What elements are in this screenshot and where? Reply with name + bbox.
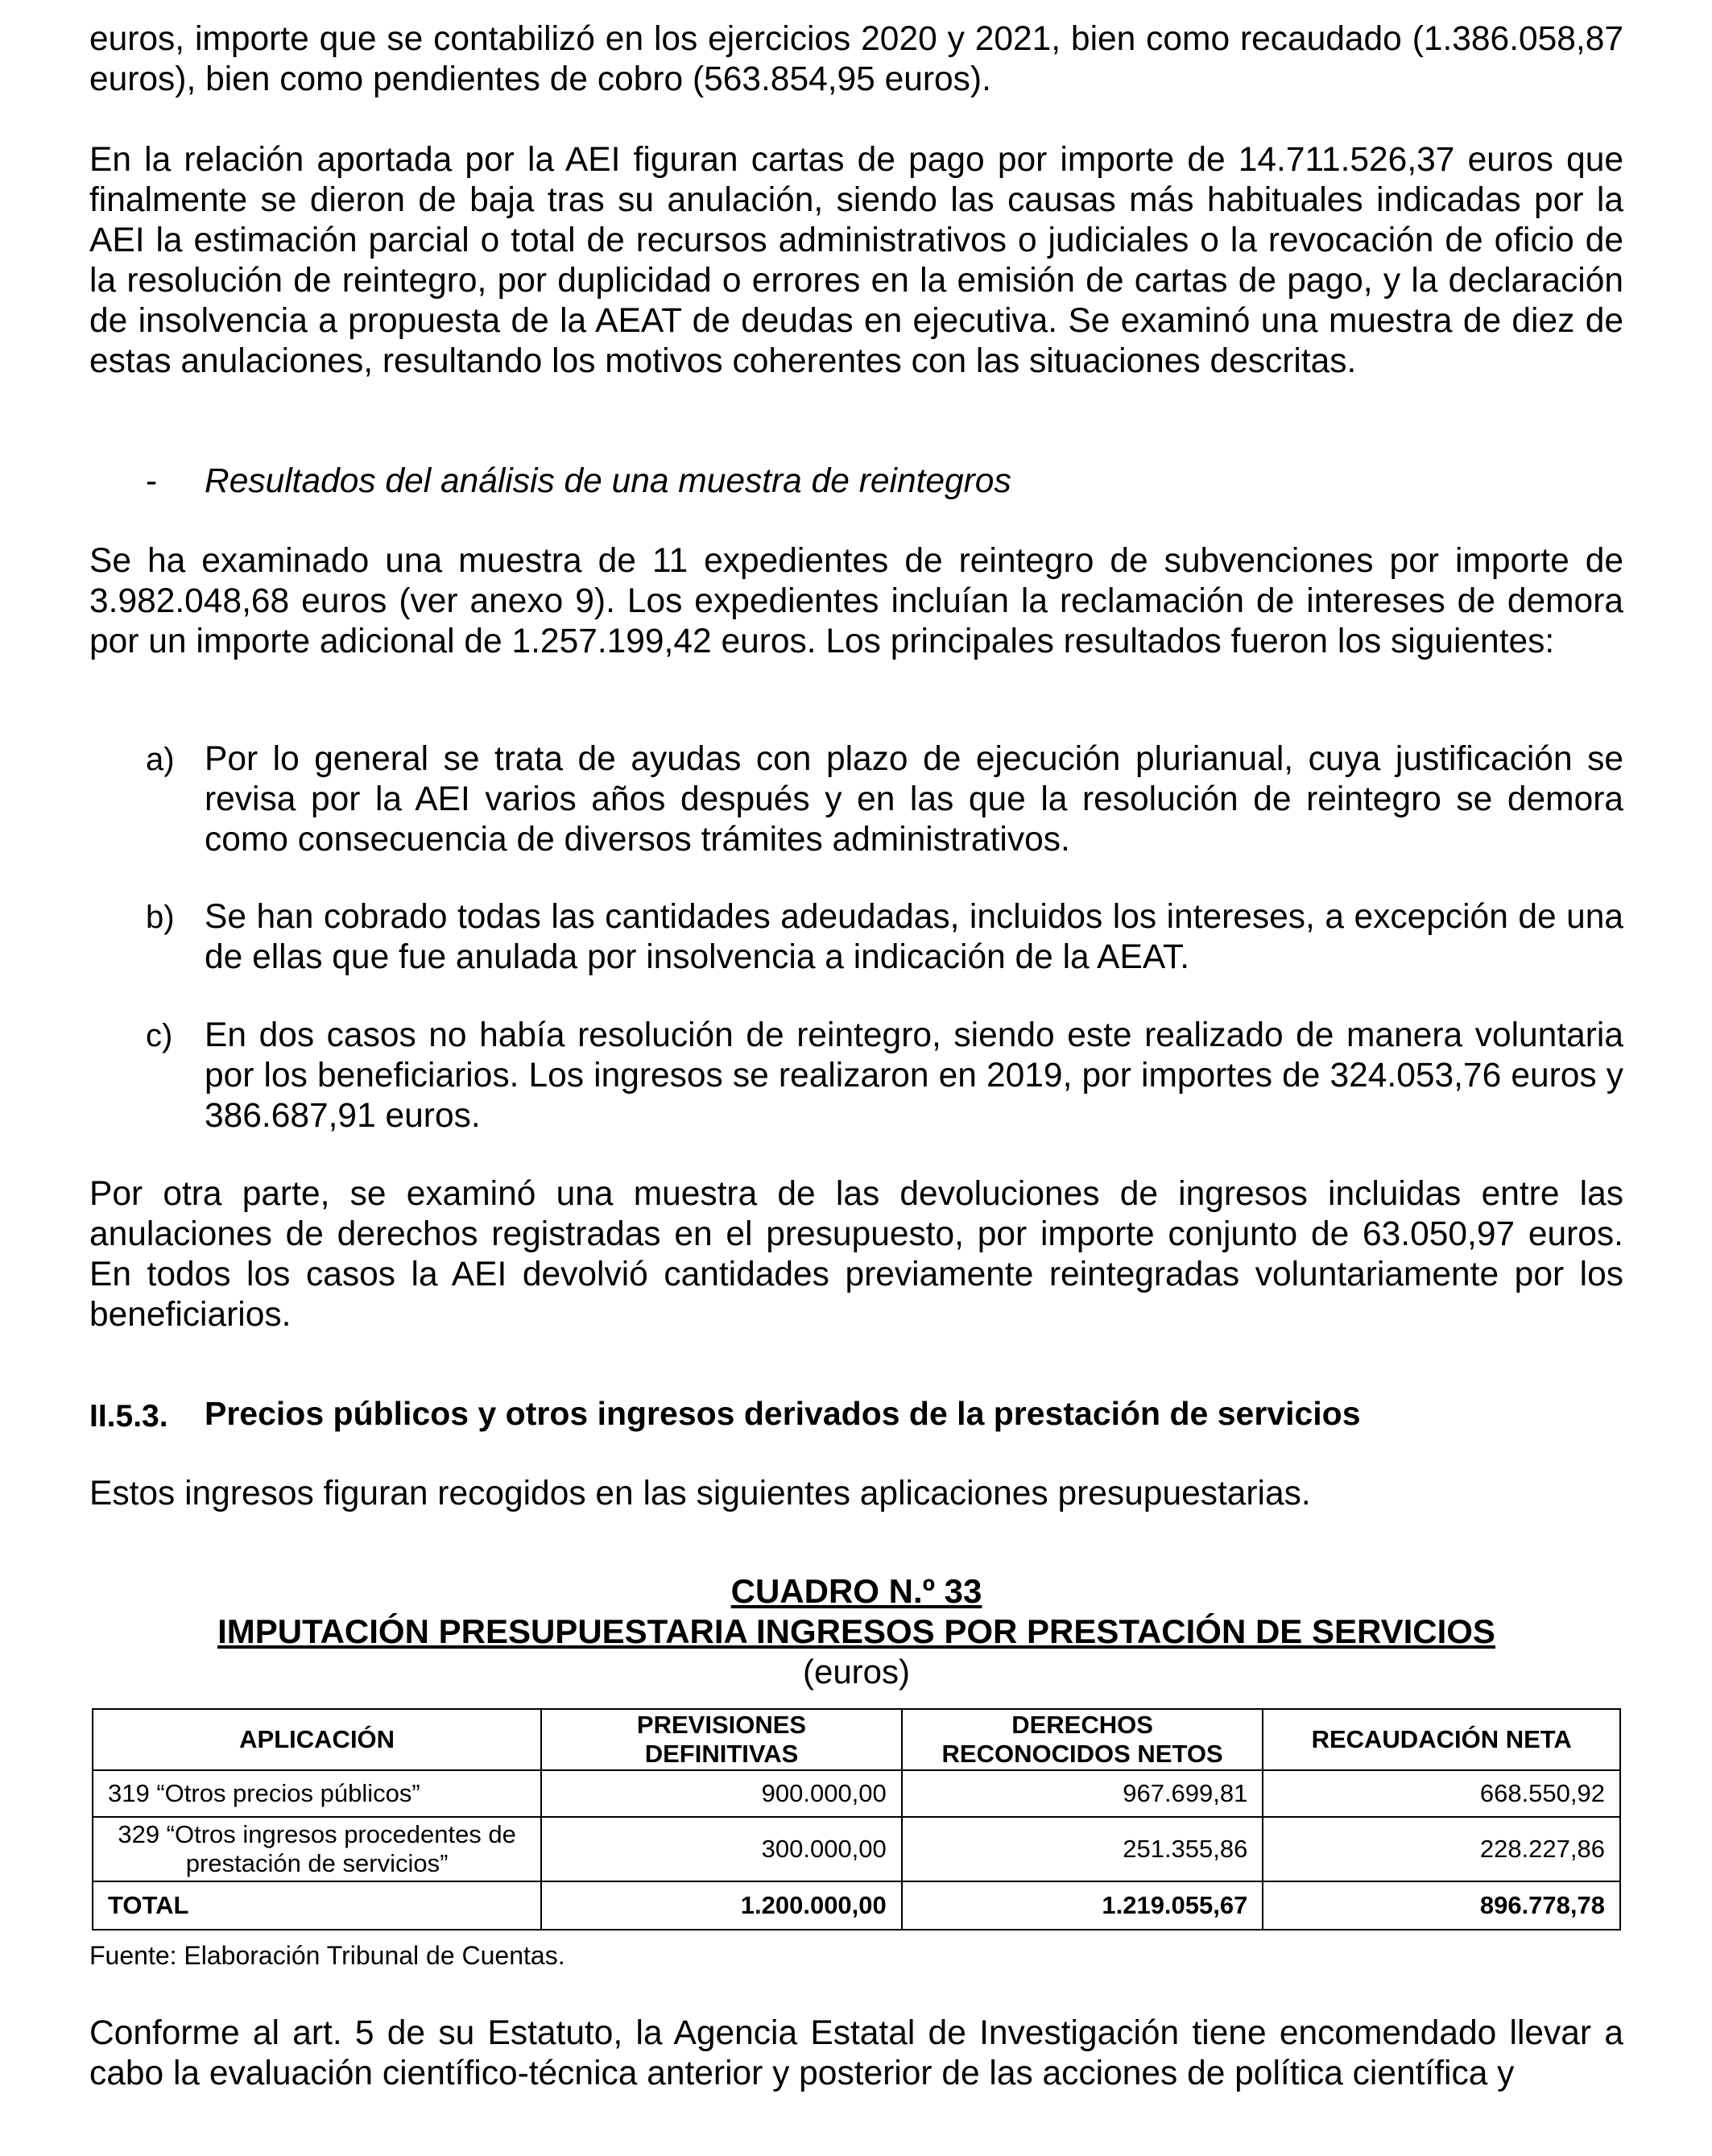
cuadro-label: CUADRO N.º 33	[730, 1572, 982, 1610]
header-line: RECONOCIDOS NETOS	[941, 1740, 1223, 1768]
table-source: Fuente: Elaboración Tribunal de Cuentas.	[89, 1941, 565, 1970]
paragraph-1: euros, importe que se contabilizó en los ejercicios 2020 y 2021, bien como recaudado (1.386.058,87 euros), bien como pendientes de cobro (563.854,95 euros).	[89, 20, 1623, 98]
cell-total-derechos: 1.219.055,67	[902, 1881, 1263, 1930]
cell-derechos: 967.699,81	[902, 1770, 1263, 1817]
header-recaudacion: RECAUDACIÓN NETA	[1263, 1709, 1620, 1770]
list-marker: a)	[146, 742, 175, 777]
paragraph-2: En la relación aportada por la AEI figuran cartas de pago por importe de 14.711.526,37 euros que finalmente se dieron de baja tras su anulación, siendo las causas más habituales indicadas por la AEI la estimación parcial o total de recursos administrativos o judiciales o la revocación de oficio de la resolución de reintegro, por duplicidad o errores en la emisión de cartas de pago, y la declaración de insolvencia a propuesta de la AEAT de deudas en ejecutiva. Se examinó una muestra de diez de estas anulaciones, resultando los motivos coherentes con las situaciones descritas.	[89, 141, 1623, 380]
table-header-row	[93, 1709, 1620, 1770]
table-total-row	[93, 1881, 1620, 1930]
section-title: Precios públicos y otros ingresos derivados de la prestación de servicios	[205, 1395, 1361, 1432]
table-row	[93, 1770, 1620, 1817]
header-line: PREVISIONES	[636, 1711, 807, 1739]
section-number: II.5.3.	[89, 1399, 168, 1434]
cell-derechos: 251.355,86	[902, 1817, 1263, 1881]
header-aplicacion: APLICACIÓN	[93, 1709, 541, 1770]
cell-recaudacion: 668.550,92	[1263, 1770, 1620, 1817]
list-item-c	[89, 1016, 1623, 1136]
cell-aplicacion	[93, 1817, 541, 1881]
list-item-b	[89, 897, 1623, 978]
cell-previsiones: 900.000,00	[541, 1770, 902, 1817]
list-item-a	[89, 739, 1623, 860]
header-line: DEFINITIVAS	[644, 1740, 799, 1768]
list-marker: c)	[146, 1018, 173, 1053]
header-derechos	[902, 1709, 1263, 1770]
cell-line: prestación de servicios”	[185, 1849, 449, 1877]
list-marker: b)	[146, 900, 175, 935]
dash-marker: -	[146, 462, 158, 500]
paragraph-6: Conforme al art. 5 de su Estatuto, la Agencia Estatal de Investigación tiene encomendado llevar a cabo la evaluación científico-técnica anterior y posterior de las acciones de política científica y	[89, 2014, 1623, 2092]
data-table	[92, 1708, 1621, 1930]
paragraph-4: Por otra parte, se examinó una muestra de las devoluciones de ingresos incluidas entre las anulaciones de derechos registradas en el presupuesto, por importe conjunto de 63.050,97 euros. En todos los casos la AEI devolvió cantidades previamente reintegradas voluntariamente por los beneficiarios.	[89, 1175, 1623, 1334]
subheading-text: Resultados del análisis de una muestra de reintegros	[205, 462, 1011, 500]
cell-aplicacion: 319 “Otros precios públicos”	[93, 1770, 541, 1817]
cell-total-recaudacion: 896.778,78	[1263, 1881, 1620, 1930]
table-row	[93, 1817, 1620, 1881]
list-text: Por lo general se trata de ayudas con plazo de ejecución plurianual, cuya justificación se revisa por la AEI varios años después y en las que la resolución de reintegro se demora como consecuencia de diversos trámites administrativos.	[205, 740, 1623, 859]
paragraph-3: Se ha examinado una muestra de 11 expedientes de reintegro de subvenciones por importe de 3.982.048,68 euros (ver anexo 9). Los expedientes incluían la reclamación de intereses de demora por un importe adicional de 1.257.199,42 euros. Los principales resultados fueron los siguientes:	[89, 542, 1623, 660]
list-text: En dos casos no había resolución de reintegro, siendo este realizado de manera voluntaria por los beneficiarios. Los ingresos se realizaron en 2019, por importes de 324.053,76 euros y 386.687,91 euros.	[205, 1016, 1623, 1135]
cell-previsiones: 300.000,00	[541, 1817, 902, 1881]
table-caption	[89, 1571, 1623, 1692]
header-line: DERECHOS	[1011, 1711, 1153, 1739]
cuadro-title: IMPUTACIÓN PRESUPUESTARIA INGRESOS POR PRESTACIÓN DE SERVICIOS	[217, 1612, 1495, 1650]
cell-line: 329 “Otros ingresos procedentes de	[118, 1820, 516, 1848]
header-previsiones	[541, 1709, 902, 1770]
cell-total-previsiones: 1.200.000,00	[541, 1881, 902, 1930]
cell-total-label: TOTAL	[93, 1881, 541, 1930]
cuadro-units: (euros)	[802, 1653, 911, 1690]
paragraph-5: Estos ingresos figuran recogidos en las siguientes aplicaciones presupuestarias.	[89, 1475, 1311, 1513]
list-text: Se han cobrado todas las cantidades adeudadas, incluidos los intereses, a excepción de una de ellas que fue anulada por insolvencia a indicación de la AEAT.	[205, 898, 1623, 976]
cell-recaudacion: 228.227,86	[1263, 1817, 1620, 1881]
